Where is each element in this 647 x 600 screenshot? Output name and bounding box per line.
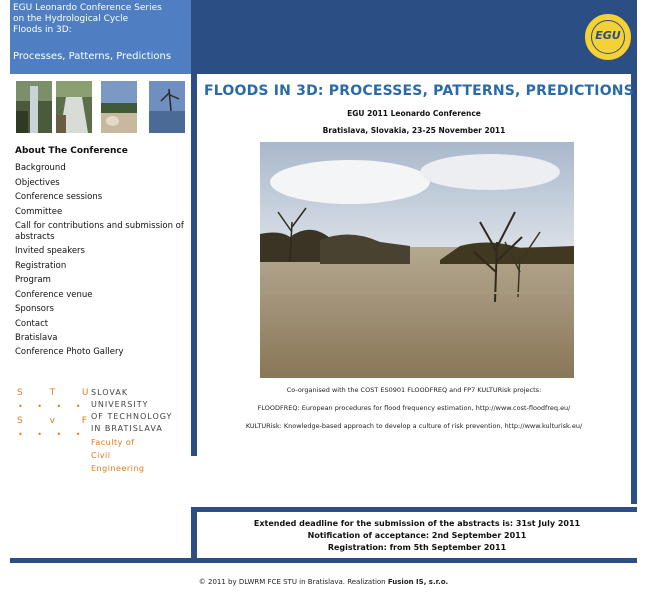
conference-subtitle: EGU 2011 Leonardo Conference — [347, 109, 481, 118]
header-banner — [10, 0, 637, 74]
conference-series-box — [10, 0, 191, 74]
egu-logo-text: EGU — [595, 29, 621, 42]
right-border — [631, 74, 637, 504]
nav-call-for-contributions-cont[interactable]: abstracts — [15, 232, 55, 242]
thumbnail-flooded-trees[interactable] — [149, 81, 185, 133]
thumbnail-waterfall-cliff[interactable] — [16, 81, 52, 133]
stu-dots-row-1: • • • • — [18, 402, 87, 411]
nav-conference-venue[interactable]: Conference venue — [15, 290, 93, 300]
series-line-4: Processes, Patterns, Predictions — [13, 51, 172, 62]
series-line-2: on the Hydrological Cycle — [13, 14, 129, 24]
stu-letters: S T U — [17, 388, 101, 398]
university-line-2: UNIVERSITY — [91, 400, 149, 409]
stu-dots-row-2: • • • • — [18, 430, 87, 439]
university-line-1: SLOVAK — [91, 388, 129, 397]
footer-copyright: © 2011 by DLWRM FCE STU in Bratislava. Realization — [198, 578, 386, 586]
coorganised-text: Co-organised with the COST ES0901 FLOODFREQ and FP7 KULTURisk projects: — [286, 386, 542, 394]
university-line-3: OF TECHNOLOGY — [91, 412, 173, 421]
egu-logo[interactable] — [583, 12, 633, 62]
stu-university-logo[interactable] — [17, 386, 187, 476]
nav-conference-sessions[interactable]: Conference sessions — [15, 192, 103, 202]
kulturisk-link[interactable]: KULTURisk: Knowledge-based approach to develop a culture of risk prevention, http://www.kulturisk.eu/ — [245, 422, 583, 430]
faculty-line-1: Faculty of — [91, 438, 135, 447]
footer — [0, 578, 647, 586]
main-content — [197, 74, 635, 504]
deadline-box — [191, 507, 637, 563]
page-title: FLOODS IN 3D: PROCESSES, PATTERNS, PREDICTIONS — [204, 83, 635, 99]
nav-sponsors[interactable]: Sponsors — [15, 304, 54, 314]
nav-registration[interactable]: Registration — [15, 261, 67, 271]
sidebar — [10, 74, 191, 473]
conference-location: Bratislava, Slovakia, 23-25 November 2011 — [322, 126, 506, 135]
nav-photo-gallery[interactable]: Conference Photo Gallery — [15, 347, 124, 357]
nav-committee[interactable]: Committee — [15, 207, 63, 217]
floodfreq-link[interactable]: FLOODFREQ: European procedures for flood frequency estimation, http://www.cost-floodfreq.eu/ — [257, 404, 571, 412]
nav-bratislava[interactable]: Bratislava — [15, 333, 58, 343]
footer-company[interactable]: Fusion IS, s.r.o. — [387, 578, 449, 586]
nav-contact[interactable]: Contact — [15, 319, 49, 329]
flood-photo — [260, 142, 574, 378]
bottom-bar — [10, 558, 637, 563]
university-line-4: IN BRATISLAVA — [91, 424, 163, 433]
deadline-line-1: Extended deadline for the submission of the abstracts is: 31st July 2011 — [253, 519, 581, 528]
deadline-line-2: Notification of acceptance: 2nd September 2011 — [307, 531, 527, 540]
nav-invited-speakers[interactable]: Invited speakers — [15, 246, 85, 256]
faculty-line-3: Engineering — [91, 464, 145, 473]
deadline-line-3: Registration: from 5th September 2011 — [327, 543, 507, 552]
series-line-1: EGU Leonardo Conference Series — [13, 3, 162, 13]
nav-call-for-contributions[interactable]: Call for contributions and submission of — [15, 221, 184, 231]
series-line-3: Floods in 3D: — [13, 25, 72, 35]
nav-program[interactable]: Program — [15, 275, 51, 285]
thumbnail-stream-rocks[interactable] — [56, 81, 92, 133]
nav-background[interactable]: Background — [15, 163, 66, 173]
svf-letters: S v F — [17, 416, 99, 426]
nav-objectives[interactable]: Objectives — [15, 178, 60, 188]
faculty-line-2: Civil — [91, 451, 111, 460]
sidebar-heading: About The Conference — [15, 146, 128, 156]
thumbnail-river-boulders[interactable] — [101, 81, 137, 133]
